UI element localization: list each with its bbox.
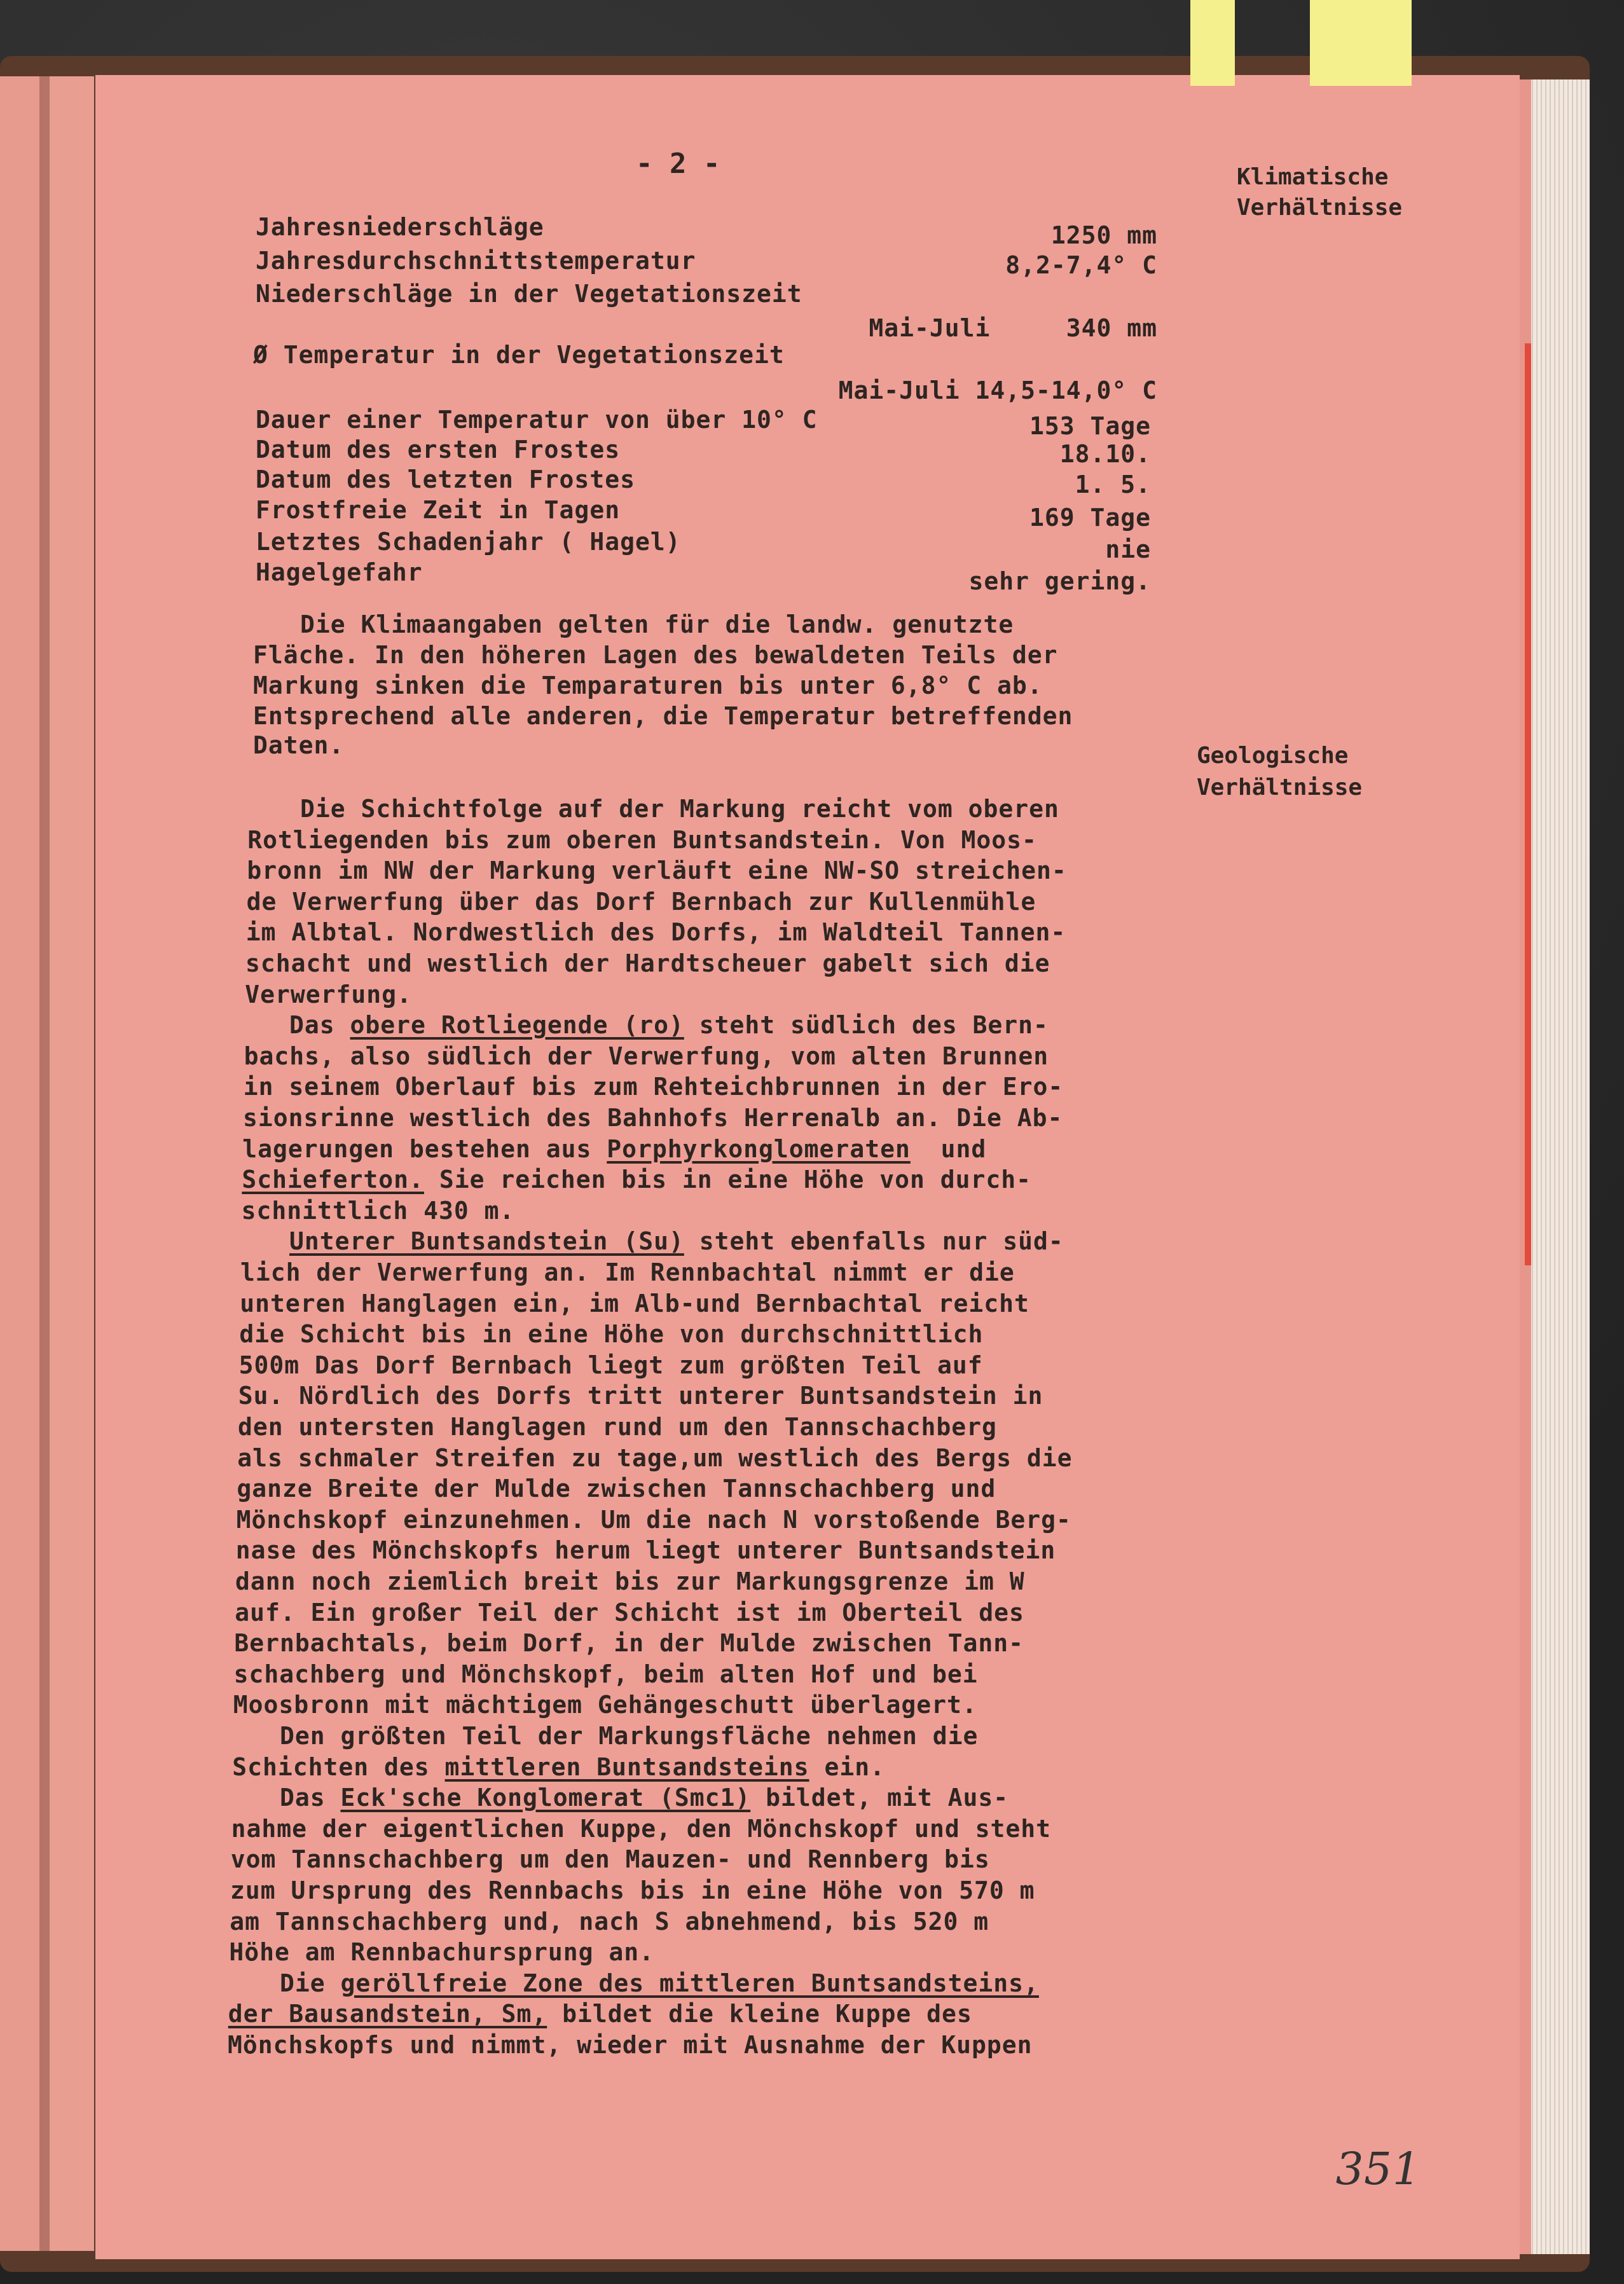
text-line: am Tannschachberg und, nach S abnehmend, bis 520 m [230, 1907, 989, 1936]
text-line: Mönchskopfs und nimmt, wieder mit Ausnahme der Kuppen [228, 2031, 1033, 2059]
text-line: Höhe am Rennbachursprung an. [229, 1938, 654, 1967]
underlined-term: Porphyrkonglomeraten [607, 1134, 911, 1163]
text-line: Das Eck'sche Konglomerat (Smc1) bildet, mit Aus- [280, 1784, 1009, 1812]
climate-value: 8,2-7,4° C [1005, 251, 1157, 279]
text-line: Moosbronn mit mächtigem Gehängeschutt überlagert. [233, 1691, 977, 1719]
climate-value: 153 Tage [1029, 412, 1151, 440]
sidebar-heading-climate-1: Klimatische [1237, 164, 1389, 190]
text-line: Verwerfung. [245, 980, 412, 1008]
text-line: Markung sinken die Temparaturen bis unter 6,8° C ab. [253, 671, 1043, 699]
climate-value: 18.10. [1059, 440, 1151, 468]
underlined-term: Schieferton. [242, 1166, 424, 1194]
text-line: ganze Breite der Mulde zwischen Tannschachberg und [237, 1475, 996, 1503]
text-line: als schmaler Streifen zu tage,um westlich des Bergs die [237, 1443, 1073, 1472]
climate-value: Mai-Juli 14,5-14,0° C [838, 376, 1157, 404]
underlined-term: geröllfreie Zone des mittleren Buntsandsteins, [340, 1969, 1039, 1997]
climate-value: nie [1105, 535, 1151, 563]
climate-label: Datum des letzten Frostes [256, 465, 635, 493]
text-line: Die Schichtfolge auf der Markung reicht vom oberen [300, 795, 1059, 823]
text-line: Die geröllfreie Zone des mittleren Buntsandsteins, [280, 1969, 1039, 1997]
text-line: Schichten des mittleren Buntsandsteins ein. [232, 1752, 885, 1781]
text-line: bronn im NW der Markung verläuft eine NW-SO streichen- [247, 856, 1067, 885]
climate-label: Frostfreie Zeit in Tagen [256, 496, 621, 524]
text-line: lich der Verwerfung an. Im Rennbachtal nimmt er die [240, 1258, 1015, 1286]
text-line: Schieferton. Sie reichen bis in eine Höhe von durch- [242, 1166, 1032, 1194]
text-line: Rotliegenden bis zum oberen Buntsandstein. Von Moos- [247, 825, 1037, 854]
sidebar-heading-geology-1: Geologische [1197, 743, 1349, 769]
text-line: der Bausandstein, Sm, bildet die kleine Kuppe des [228, 2000, 972, 2028]
climate-value: 1. 5. [1075, 471, 1151, 499]
text-line: Den größten Teil der Markungsfläche nehmen die [280, 1722, 979, 1750]
underlined-term: Eck'sche Konglomerat (Smc1) [340, 1784, 751, 1812]
text-line: im Albtal. Nordwestlich des Dorfs, im Waldteil Tannen- [245, 918, 1066, 947]
climate-label: Jahresdurchschnittstemperatur [256, 247, 696, 275]
text-line: Unterer Buntsandstein (Su) steht ebenfalls nur süd- [289, 1227, 1064, 1256]
sidebar-heading-climate-2: Verhältnisse [1237, 195, 1403, 221]
text-line: Daten. [253, 731, 345, 759]
text-line: lagerungen bestehen aus Porphyrkonglomeraten und [242, 1134, 987, 1163]
text-line: den untersten Hanglagen rund um den Tannschachberg [238, 1413, 997, 1441]
text-line: Fläche. In den höheren Lagen des bewaldeten Teils der [253, 641, 1058, 669]
climate-label: Dauer einer Temperatur von über 10° C [256, 406, 818, 434]
climate-label: Datum des ersten Frostes [256, 436, 621, 464]
underlined-term: der Bausandstein, Sm, [228, 2000, 547, 2028]
climate-label: Letztes Schadenjahr ( Hagel) [256, 528, 681, 556]
climate-value: 169 Tage [1029, 504, 1151, 532]
text-line: dann noch ziemlich breit bis zur Markungsgrenze im W [235, 1567, 1025, 1595]
text-line: schachberg und Mönchskopf, beim alten Hof und bei [233, 1660, 978, 1688]
text-line: schnittlich 430 m. [241, 1196, 515, 1225]
text-line: nahme der eigentlichen Kuppe, den Mönchskopf und steht [231, 1814, 1052, 1843]
text-line: 500m Das Dorf Bernbach liegt zum größten Teil auf [238, 1351, 983, 1379]
climate-label: Ø Temperatur in der Vegetationszeit [253, 341, 785, 369]
climate-value: 1250 mm [1050, 221, 1157, 249]
climate-label: Jahresniederschläge [256, 213, 544, 241]
climate-label: Niederschläge in der Vegetationszeit [256, 280, 802, 308]
text-line: zum Ursprung des Rennbachs bis in eine Höhe von 570 m [230, 1876, 1035, 1904]
text-line: Bernbachtals, beim Dorf, in der Mulde zwischen Tann- [234, 1629, 1024, 1658]
text-line: vom Tannschachberg um den Mauzen- und Rennberg bis [230, 1845, 990, 1874]
text-line: Entsprechend alle anderen, die Temperatur betreffenden [253, 702, 1073, 730]
text-line: de Verwerfung über das Dorf Bernbach zur Kullenmühle [246, 887, 1036, 916]
text-line: Das obere Rotliegende (ro) steht südlich des Bern- [289, 1011, 1049, 1040]
folio-number: 351 [1330, 2143, 1425, 2195]
underlined-term: mittleren Buntsandsteins [444, 1752, 809, 1781]
text-line: auf. Ein großer Teil der Schicht ist im Oberteil des [235, 1598, 1024, 1627]
climate-value: sehr gering. [968, 567, 1151, 595]
text-line: unteren Hanglagen ein, im Alb-und Bernbachtal reicht [240, 1289, 1029, 1317]
text-line: schacht und westlich der Hardtscheuer gabelt sich die [245, 949, 1050, 977]
text-line: die Schicht bis in eine Höhe von durchschnittlich [239, 1320, 984, 1349]
text-line: in seinem Oberlauf bis zum Rehteichbrunnen in der Ero- [243, 1073, 1064, 1101]
text-line: nase des Mönchskopfs herum liegt unterer Buntsandstein [235, 1536, 1056, 1565]
text-line: bachs, also südlich der Verwerfung, vom alten Brunnen [244, 1042, 1049, 1070]
text-line: Su. Nördlich des Dorfs tritt unterer Buntsandstein in [238, 1382, 1043, 1410]
underlined-term: Unterer Buntsandstein (Su) [289, 1227, 684, 1256]
text-line: Die Klimaangaben gelten für die landw. genutzte [300, 610, 1014, 638]
sidebar-heading-geology-2: Verhältnisse [1197, 774, 1363, 801]
text-line: sionsrinne westlich des Bahnhofs Herrenalb an. Die Ab- [243, 1104, 1063, 1132]
underlined-term: obere Rotliegende (ro) [350, 1011, 684, 1040]
text-line: Mönchskopf einzunehmen. Um die nach N vorstoßende Berg- [236, 1505, 1071, 1534]
page-number: - 2 - [636, 148, 720, 180]
climate-value: Mai-Juli 340 mm [869, 314, 1157, 342]
climate-label: Hagelgefahr [256, 558, 423, 586]
